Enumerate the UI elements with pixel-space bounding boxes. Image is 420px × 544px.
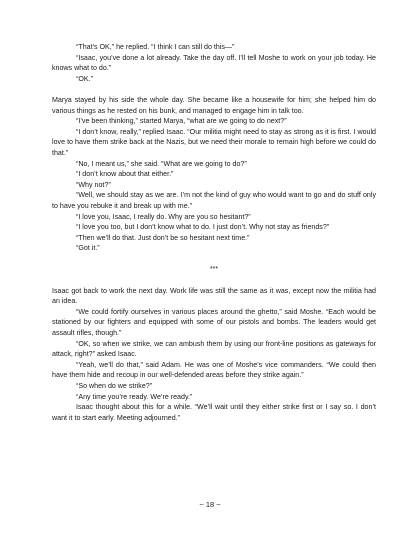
paragraph: “OK, so when we strike, we can ambush them by using our front-line positions as gateways for attack, right?” asked Isaac. — [52, 339, 376, 359]
paragraph: “I love you, Isaac, I really do. Why are you so hesitant?” — [76, 212, 251, 221]
paragraph: “Got it.” — [76, 244, 100, 253]
paragraph: “Yeah, we’ll do that,” said Adam. He was one of Moshe’s vice commanders. “We could then have them hide and recoup in our well-defended areas before they strike again.” — [52, 360, 376, 380]
paragraph: “Well, we should stay as we are. I’m not the kind of guy who would want to go and do stuff only to have you rebuke it and break up with me.” — [52, 191, 376, 210]
page-number: ~ 18 ~ — [199, 500, 221, 509]
paragraph: Marya stayed by his side the whole day. She became like a housewife for him; she helped him do various things as he rested on his bunk, and managed to engage him in talk too. — [52, 95, 376, 115]
paragraph: “OK.” — [76, 74, 93, 83]
paragraph: “That’s OK,” he replied. “I think I can still do this—” — [76, 43, 235, 51]
paragraph: “Then we’ll do that. Just don’t be so hesitant next time.” — [76, 233, 250, 242]
paragraph: “I don’t know, really,” replied Isaac. “Our militia might need to stay as strong as it is first. I would love to have them strike back at the Nazis, but we need their morale to remain high before we could do that.” — [52, 127, 376, 157]
paragraph: “So when do we strike?” — [76, 382, 153, 390]
paragraph: Isaac got back to work the next day. Work life was still the same as it was, except now the militia had an idea. — [52, 286, 376, 306]
paragraph: “We could fortify ourselves in various places around the ghetto,” said Moshe. “Each would be stationed by our fighters and equipped with some of our pistols and bombs. The leaders would get assault rifles, though.” — [52, 307, 376, 338]
paragraph: “I don’t know about that either.” — [76, 170, 174, 179]
paragraph: “No, I meant us,” she said. “What are we going to do?” — [76, 159, 247, 168]
section-gap — [52, 84, 376, 95]
scene-separator: *** — [209, 265, 219, 274]
section-gap — [52, 275, 376, 286]
paragraph: “Why not?” — [76, 180, 111, 189]
paragraph: “Isaac, you’ve done a lot already. Take the day off. I’ll tell Moshe to work on your job today. He knows what to do.” — [52, 53, 376, 73]
paragraph: “I’ve been thinking,” started Marya, “what are we going to do next?” — [76, 117, 287, 126]
body-text — [52, 42, 376, 423]
paragraph: “I love you too, but I don’t know what to do. I just don’t. Why not stay as friends?” — [76, 223, 330, 232]
paragraph: Isaac thought about this for a while. “We’ll wait until they either strike first or I say so. I don’t want it to start early. Meeting adjourned.” — [52, 403, 376, 422]
paragraph: “Any time you’re ready. We’re ready.” — [76, 392, 193, 401]
section-gap — [52, 254, 376, 265]
